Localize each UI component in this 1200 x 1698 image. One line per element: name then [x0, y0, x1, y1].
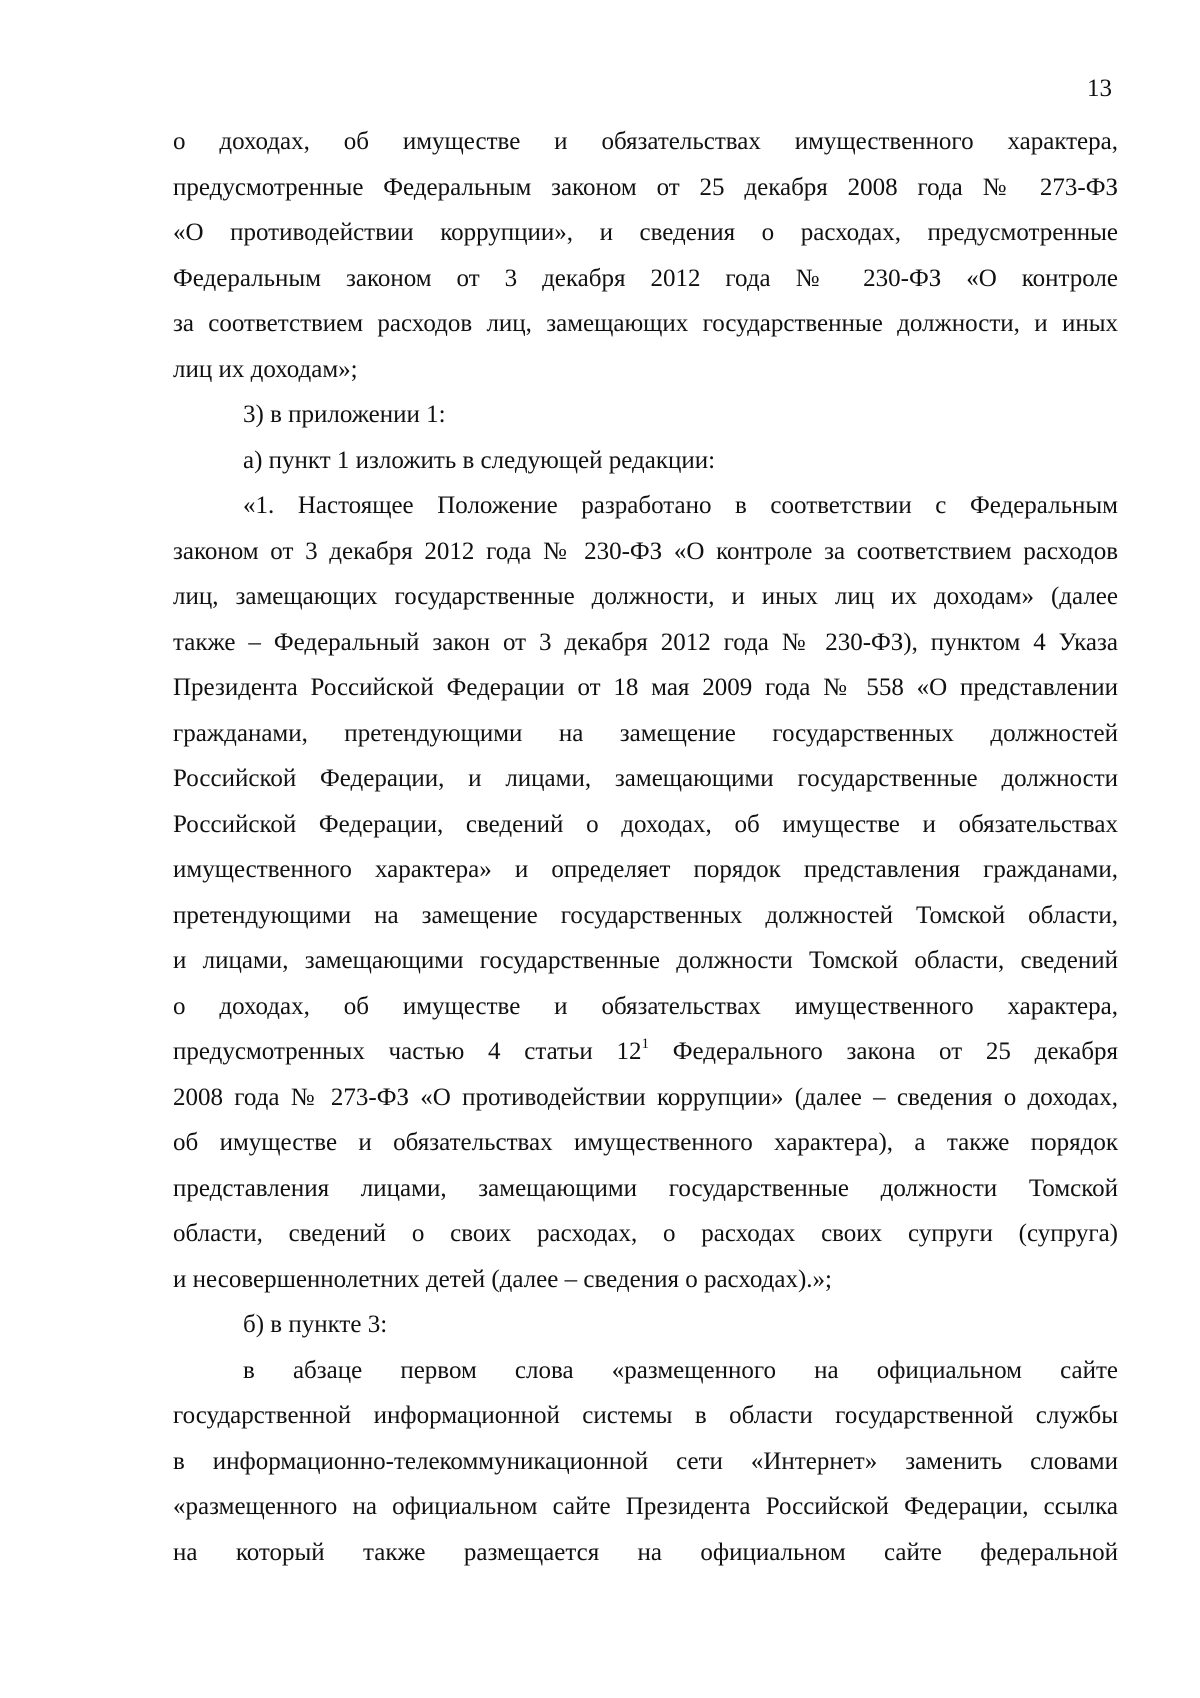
- text-line-with-superscript: [173, 1029, 1118, 1075]
- text-line: 2008 года № 273-ФЗ «О противодействии коррупции» (далее – сведения о доходах,: [173, 1083, 1118, 1111]
- text-line: и несовершеннолетних детей (далее – сведения о расходах).»;: [173, 1265, 832, 1293]
- text-line: имущественного характера» и определяет порядок представления гражданами,: [173, 856, 1118, 883]
- text-line: лиц их доходам»;: [173, 355, 358, 383]
- text-segment: предусмотренных частью 4 статьи 12: [173, 1038, 642, 1065]
- text-line: предусмотренные Федеральным законом от 25 декабря 2008 года № 273-ФЗ: [173, 173, 1118, 201]
- text-line: о доходах, об имуществе и обязательствах имущественного характера,: [173, 992, 1118, 1020]
- text-line: «О противодействии коррупции», и сведения о расходах, предусмотренные: [173, 219, 1118, 246]
- text-line: законом от 3 декабря 2012 года № 230-ФЗ «О контроле за соответствием расходов: [173, 537, 1118, 565]
- list-item-line: 3) в приложении 1:: [243, 401, 446, 428]
- text-line: также – Федеральный закон от 3 декабря 2012 года № 230-ФЗ), пунктом 4 Указа: [173, 628, 1118, 656]
- page-number: 13: [1087, 75, 1112, 102]
- superscript: 1: [641, 1035, 649, 1052]
- text-line: претендующими на замещение государственных должностей Томской области,: [173, 901, 1118, 929]
- paragraph-first-line: «1. Настоящее Положение разработано в соответствии с Федеральным: [243, 492, 1118, 519]
- text-segment: Федерального закона от 25 декабря: [649, 1038, 1118, 1065]
- text-line: Российской Федерации, и лицами, замещающими государственные должности: [173, 765, 1118, 792]
- text-line: о доходах, об имуществе и обязательствах имущественного характера,: [173, 128, 1118, 155]
- text-line: гражданами, претендующими на замещение государственных должностей: [173, 719, 1118, 747]
- list-item-line: б) в пункте 3:: [243, 1311, 388, 1338]
- text-line: лиц, замещающих государственные должности, и иных лиц их доходам» (далее: [173, 583, 1118, 610]
- text-line: области, сведений о своих расходах, о расходах своих супруги (супруга): [173, 1220, 1118, 1247]
- text-line: в информационно-телекоммуникационной сети «Интернет» заменить словами: [173, 1447, 1118, 1475]
- text-line: Президента Российской Федерации от 18 мая 2009 года № 558 «О представлении: [173, 674, 1118, 701]
- text-line: Федеральным законом от 3 декабря 2012 года № 230-ФЗ «О контроле: [173, 264, 1118, 292]
- text-line: государственной информационной системы в области государственной службы: [173, 1402, 1118, 1429]
- text-line: Российской Федерации, сведений о доходах, об имуществе и обязательствах: [173, 810, 1118, 838]
- text-line: «размещенного на официальном сайте Президента Российской Федерации, ссылка: [173, 1493, 1118, 1520]
- text-line: об имуществе и обязательствах имущественного характера), а также порядок: [173, 1129, 1118, 1156]
- list-item-line: а) пункт 1 изложить в следующей редакции:: [243, 446, 716, 474]
- document-body: [173, 119, 1118, 1575]
- text-line: на который также размещается на официальном сайте федеральной: [173, 1538, 1118, 1566]
- paragraph-first-line: в абзаце первом слова «размещенного на официальном сайте: [243, 1356, 1118, 1384]
- text-line: за соответствием расходов лиц, замещающих государственные должности, и иных: [173, 310, 1118, 337]
- text-line: и лицами, замещающими государственные должности Томской области, сведений: [173, 947, 1118, 974]
- text-line: представления лицами, замещающими государственные должности Томской: [173, 1174, 1118, 1202]
